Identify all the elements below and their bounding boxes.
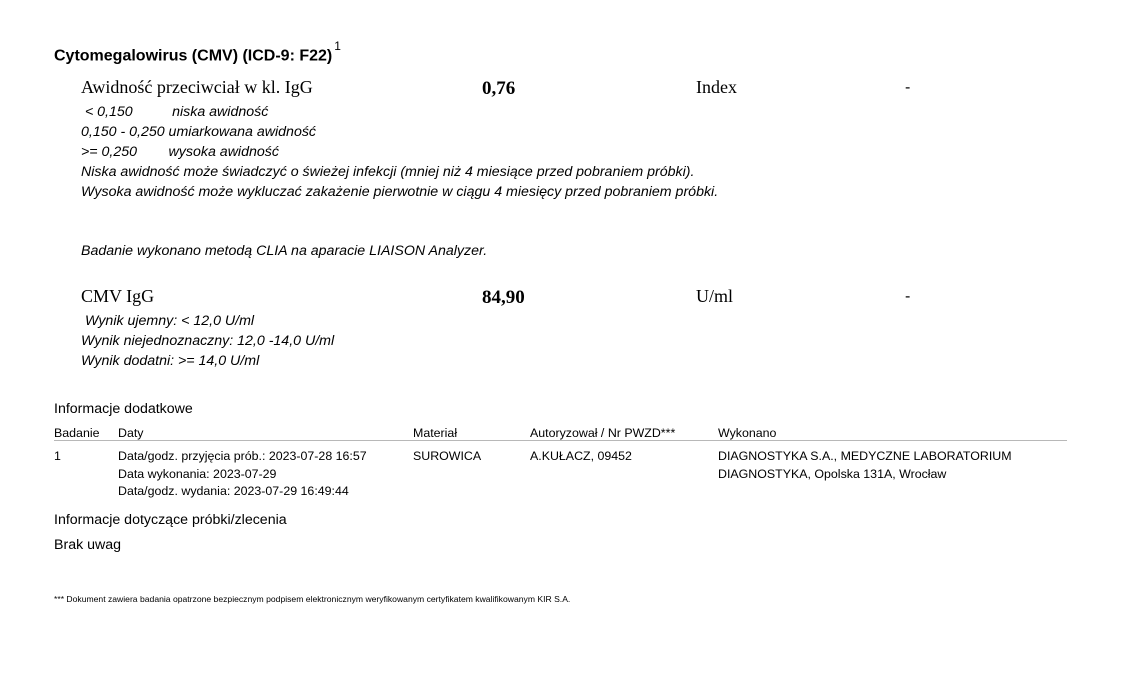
cmv-range-positive: Wynik dodatni: >= 14,0 U/ml [81,353,260,369]
test-value-cmv-igg: 84,90 [482,287,525,308]
test-name-avidity: Awidność przeciwciał w kl. IgG [81,77,313,97]
column-header-wykonano: Wykonano [718,426,777,440]
cmv-range-negative: Wynik ujemny: < 12,0 U/ml [81,313,255,329]
test-value-avidity: 0,76 [482,78,516,99]
signature-footnote: *** Dokument zawiera badania opatrzone bezpiecznym podpisem elektronicznym weryfikowanym certyfikatem kwalifikowanym KIR S.A. [54,594,571,604]
cell-wykonano-line2: DIAGNOSTYKA, Opolska 131A, Wrocław [718,467,947,481]
avidity-range-mid: 0,150 - 0,250 umiarkowana awidność [81,124,317,140]
footnote-marker: 1 [334,39,341,53]
cell-autoryzowal: A.KUŁACZ, 09452 [530,449,632,463]
cell-date-received: Data/godz. przyjęcia prób.: 2023-07-28 16:57 [118,449,367,463]
test-flag-cmv-igg: - [905,288,911,305]
cell-badanie: 1 [54,449,61,463]
test-unit-cmv-igg: U/ml [696,286,734,306]
cell-wykonano-line1: DIAGNOSTYKA S.A., MEDYCZNE LABORATORIUM [718,449,1012,463]
column-header-badanie: Badanie [54,426,100,440]
test-unit-avidity: Index [696,77,737,97]
column-header-material: Materiał [413,426,458,440]
sample-info-heading: Informacje dotyczące próbki/zlecenia [54,512,287,528]
avidity-range-low: < 0,150 niska awidność [81,104,269,120]
section-title [54,39,341,65]
additional-info-heading: Informacje dodatkowe [54,401,193,417]
avidity-note-high: Wysoka awidność może wykluczać zakażenie pierwotnie w ciągu 4 miesięcy przed pobraniem próbki. [81,184,719,200]
cell-date-issued: Data/godz. wydania: 2023-07-29 16:49:44 [118,484,349,498]
cell-material: SUROWICA [413,449,482,463]
test-name-cmv-igg: CMV IgG [81,286,155,306]
section-title-text: Cytomegalowirus (CMV) (ICD-9: F22) [54,47,333,65]
column-header-autoryzowal: Autoryzował / Nr PWZD*** [530,426,676,440]
column-header-daty: Daty [118,426,144,440]
cell-date-performed: Data wykonania: 2023-07-29 [118,467,277,481]
table-header-divider [54,440,1067,441]
method-note: Badanie wykonano metodą CLIA na aparacie LIAISON Analyzer. [81,243,488,259]
sample-info-text: Brak uwag [54,537,122,553]
avidity-note-low: Niska awidność może świadczyć o świeżej infekcji (mniej niż 4 miesiące przed pobraniem próbki). [81,164,695,180]
cmv-range-equivocal: Wynik niejednoznaczny: 12,0 -14,0 U/ml [81,333,335,349]
test-flag-avidity: - [905,79,911,96]
avidity-range-high: >= 0,250 wysoka awidność [81,144,279,160]
